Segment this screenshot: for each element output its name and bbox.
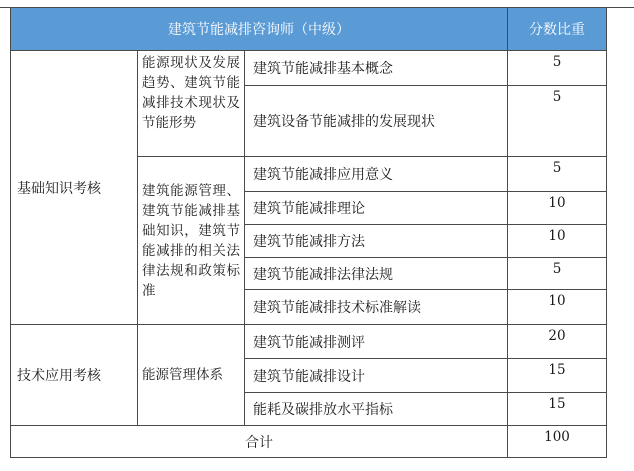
score-cell: 5 bbox=[508, 86, 607, 157]
left-border-stub bbox=[0, 7, 10, 8]
score-cell: 10 bbox=[508, 290, 607, 325]
item-cell: 建筑节能减排测评 bbox=[245, 325, 508, 359]
table-title: 建筑节能减排咨询师（中级） bbox=[11, 8, 508, 51]
item-cell: 能耗及碳排放水平指标 bbox=[245, 393, 508, 426]
subgroup-cell: 能源管理体系 bbox=[138, 325, 245, 426]
score-cell: 5 bbox=[508, 258, 607, 290]
category-cell: 基础知识考核 bbox=[11, 51, 138, 325]
exam-weight-table bbox=[10, 7, 607, 458]
item-cell: 建筑节能减排设计 bbox=[245, 359, 508, 393]
item-cell: 建筑节能减排方法 bbox=[245, 225, 508, 258]
score-cell: 5 bbox=[508, 51, 607, 86]
item-cell: 建筑节能减排法律法规 bbox=[245, 258, 508, 290]
total-score: 100 bbox=[508, 426, 607, 458]
item-cell: 建筑节能减排应用意义 bbox=[245, 157, 508, 192]
score-cell: 15 bbox=[508, 393, 607, 426]
score-cell: 10 bbox=[508, 192, 607, 225]
table-row bbox=[11, 325, 607, 359]
score-cell: 5 bbox=[508, 157, 607, 192]
table-row bbox=[11, 51, 607, 86]
item-cell: 建筑节能减排理论 bbox=[245, 192, 508, 225]
category-cell: 技术应用考核 bbox=[11, 325, 138, 426]
item-cell: 建筑节能减排基本概念 bbox=[245, 51, 508, 86]
right-border-stub bbox=[606, 7, 634, 8]
score-cell: 15 bbox=[508, 359, 607, 393]
item-cell: 建筑节能减排技术标准解读 bbox=[245, 290, 508, 325]
score-header: 分数比重 bbox=[508, 8, 607, 51]
score-cell: 10 bbox=[508, 225, 607, 258]
item-cell: 建筑设备节能减排的发展现状 bbox=[245, 86, 508, 157]
subgroup-cell: 建筑能源管理、建筑节能减排基础知识，建筑节能减排的相关法律法规和政策标准 bbox=[138, 157, 245, 325]
subgroup-cell: 能源现状及发展趋势、建筑节能减排技术现状及节能形势 bbox=[138, 51, 245, 157]
document-body bbox=[10, 7, 607, 458]
total-label: 合计 bbox=[11, 426, 508, 458]
header-row bbox=[11, 8, 607, 51]
score-cell: 20 bbox=[508, 325, 607, 359]
total-row bbox=[11, 426, 607, 458]
